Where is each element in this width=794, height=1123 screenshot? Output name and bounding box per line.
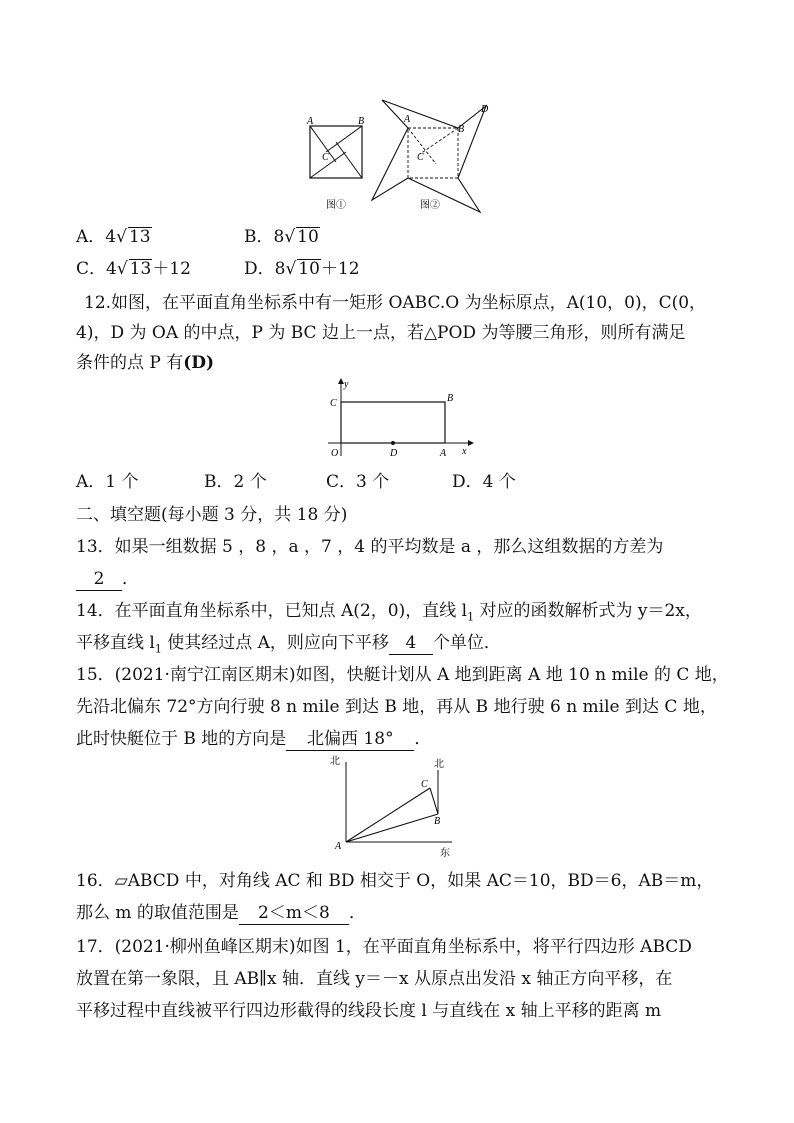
- q14-line2-b: 使其经过点 A，则应向下平移: [161, 633, 389, 653]
- q16-line2: [76, 902, 366, 925]
- fig1-label-A: A: [307, 116, 314, 127]
- q12-coordinate-graph: [320, 376, 480, 460]
- q13-line1: 13．如果一组数据 5 ，8 ，a ，7 ，4 的平均数是 a ，那么这组数据的方差为: [76, 537, 664, 557]
- q15-answer: 北偏西 18°: [286, 728, 414, 751]
- q12-option-a: A．1 个: [76, 472, 139, 492]
- q11-option-d-suffix: ＋12: [320, 259, 360, 279]
- q12-line3-text: 条件的点 P 有: [76, 353, 184, 373]
- q11-option-d-prefix: D．8: [244, 259, 286, 279]
- fig1-caption: 图①: [326, 200, 346, 211]
- q11-option-c: C．4√ 13＋12: [76, 259, 191, 279]
- q17-line3: 平移过程中直线被平行四边形截得的线段长度 l 与直线在 x 轴上平移的距离 m: [76, 1001, 662, 1021]
- q11-option-d: D．8√ 10＋12: [244, 259, 360, 279]
- figure-1-square: [306, 116, 364, 211]
- q12-answer: (D): [183, 353, 215, 373]
- fig1-label-C: C: [322, 152, 329, 163]
- fig2-label-A: A: [404, 114, 411, 125]
- label-B: B: [447, 393, 454, 404]
- q12-line3: [76, 352, 214, 374]
- point-D: [391, 441, 395, 445]
- q14-line2: [76, 632, 501, 660]
- q12-line2: 4)，D 为 OA 的中点，P 为 BC 边上一点，若△POD 为等腰三角形，则所有满足: [76, 323, 686, 343]
- q15-line3: [76, 728, 431, 751]
- q13-line2: [76, 568, 139, 591]
- q14-line1-sub: 1: [467, 610, 475, 624]
- east-label: 东: [440, 848, 450, 858]
- q11-option-b-prefix: B．8: [244, 227, 285, 247]
- q11-option-b-radicand: 10: [297, 227, 319, 247]
- q11-option-c-radicand: 13: [129, 259, 152, 279]
- label-C: C: [330, 398, 337, 409]
- fig1-label-B: B: [358, 116, 365, 127]
- q14-answer: 4: [389, 632, 433, 655]
- fig2-caption: 图②: [420, 200, 440, 211]
- q14-line1-a: 14．在平面直角坐标系中，已知点 A(2，0)，直线 l: [76, 601, 468, 621]
- fig2-label-C: C: [417, 152, 424, 163]
- q14-line2-c: 个单位．: [432, 633, 501, 653]
- q11-option-a-prefix: A．4: [76, 227, 117, 247]
- label-A: A: [335, 841, 342, 852]
- q15-direction-graph: [326, 752, 462, 858]
- x-axis-label: x: [462, 446, 467, 457]
- label-B: B: [434, 816, 441, 827]
- q15-line1: 15．(2021·南宁江南区期末)如图，快艇计划从 A 地到距离 A 地 10 n mile 的 C 地，: [76, 665, 729, 685]
- q11-figures: [300, 96, 500, 216]
- q17-line1: 17．(2021·柳州鱼峰区期末)如图 1，在平面直角坐标系中，将平行四边形 ABCD: [76, 937, 692, 957]
- q12-options: [76, 471, 516, 493]
- q13-answer: 2: [76, 568, 122, 591]
- y-axis-label: y: [344, 379, 349, 390]
- q16-line2-text: 那么 m 的取值范围是: [76, 903, 239, 923]
- q11-option-b: B．8√ 10: [244, 227, 319, 247]
- q11-option-c-prefix: C．4: [76, 259, 117, 279]
- q15-line2: 先沿北偏东 72°方向行驶 8 n mile 到达 B 地，再从 B 地行驶 6 n mile 到达 C 地，: [76, 697, 717, 717]
- q16-answer: 2＜m＜8: [239, 902, 349, 925]
- q11-option-d-radicand: 10: [298, 259, 320, 279]
- north-label-2: 北: [434, 759, 444, 770]
- q13-tail: ．: [122, 569, 139, 589]
- q11-option-a: A．4√ 13: [76, 227, 151, 247]
- north-label-1: 北: [330, 756, 340, 767]
- q14-line2-sub: 1: [154, 642, 162, 656]
- q11-option-a-radicand: 13: [128, 227, 151, 247]
- q11-option-c-suffix: ＋12: [152, 259, 191, 279]
- fig2-label-B: B: [458, 124, 465, 135]
- q14-line1-b: 对应的函数解析式为 y＝2x，: [474, 601, 702, 621]
- label-D: D: [390, 448, 398, 459]
- q14-line1: [76, 600, 702, 628]
- q15-line3-text: 此时快艇位于 B 地的方向是: [76, 729, 287, 749]
- q16-line1: 16．▱ABCD 中，对角线 AC 和 BD 相交于 O，如果 AC＝10，BD＝6，AB＝m，: [76, 871, 714, 891]
- q11-options-row1: [76, 226, 319, 248]
- label-A: A: [440, 448, 447, 459]
- q12-option-d: D．4 个: [452, 472, 516, 492]
- q15-tail: ．: [414, 729, 432, 749]
- q14-line2-a: 平移直线 l: [76, 633, 155, 653]
- figure-2-pinwheel: [372, 100, 489, 212]
- q11-options-row2: [76, 258, 360, 280]
- q12-line1: 12.如图，在平面直角坐标系中有一矩形 OABC.O 为坐标原点，A(10，0)，C(0，: [84, 293, 707, 313]
- q12-option-b: B．2 个: [204, 472, 267, 492]
- fig2-label-D: D: [481, 104, 489, 115]
- label-O: O: [331, 448, 339, 459]
- q16-tail: ．: [348, 903, 366, 923]
- label-C: C: [421, 779, 428, 790]
- q17-line2: 放置在第一象限，且 AB∥x 轴．直线 y＝－x 从原点出发沿 x 轴正方向平移，在: [76, 969, 673, 989]
- section-2-title: 二、填空题(每小题 3 分，共 18 分): [76, 505, 348, 525]
- q12-option-c: C．3 个: [326, 472, 390, 492]
